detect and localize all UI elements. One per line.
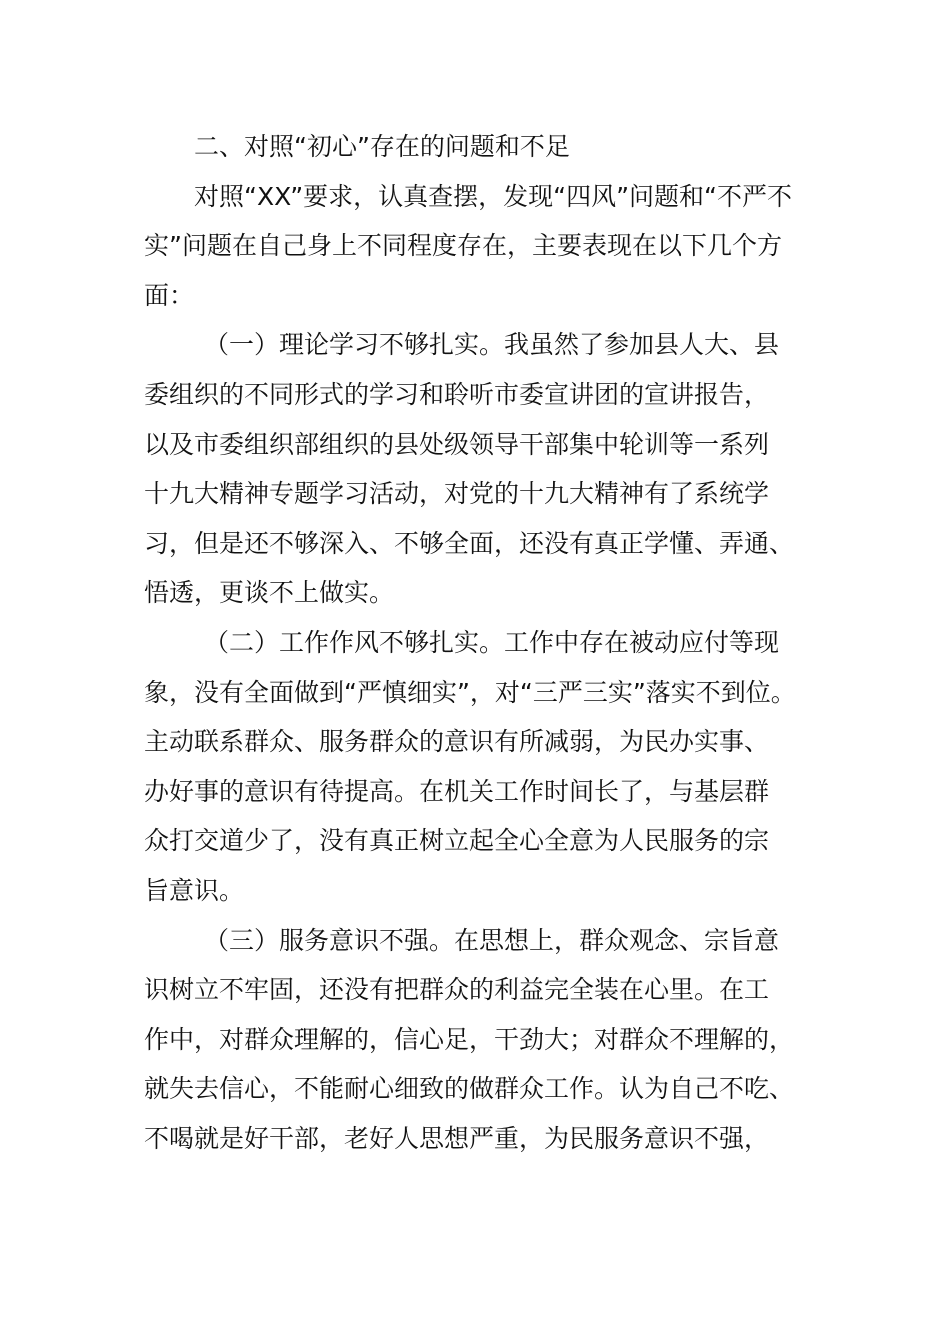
paragraph-line: （三）服务意识不强。在思想上，群众观念、宗旨意 <box>204 925 780 955</box>
paragraph-line: 委组织的不同形式的学习和聆听市委宣讲团的宣讲报告， <box>144 379 770 409</box>
paragraph-line: 习，但是还不够深入、不够全面，还没有真正学懂、弄通、 <box>144 528 795 558</box>
paragraph-line: 对照“XX”要求，认真查摆，发现“四风”问题和“不严不 <box>194 181 792 211</box>
paragraph-line: 十九大精神专题学习活动，对党的十九大精神有了系统学 <box>144 479 770 509</box>
section-heading: 二、对照“初心”存在的问题和不足 <box>194 132 570 161</box>
paragraph-line: 不喝就是好干部，老好人思想严重，为民服务意识不强， <box>144 1123 770 1153</box>
paragraph-line: 主动联系群众、服务群众的意识有所减弱，为民办实事、 <box>144 727 770 757</box>
paragraph-line: （一）理论学习不够扎实。我虽然了参加县人大、县 <box>204 330 780 360</box>
paragraph-line: 识树立不牢固，还没有把群众的利益完全装在心里。在工 <box>144 975 770 1005</box>
paragraph-line: 作中，对群众理解的，信心足，干劲大；对群众不理解的， <box>144 1024 795 1054</box>
paragraph-line: （二）工作作风不够扎实。工作中存在被动应付等现 <box>204 627 780 657</box>
paragraph-line: 悟透，更谈不上做实。 <box>144 578 395 608</box>
paragraph-line: 象，没有全面做到“严慎细实”，对“三严三实”落实不到位。 <box>144 677 796 707</box>
paragraph-line: 旨意识。 <box>144 875 245 905</box>
paragraph-line: 众打交道少了，没有真正树立起全心全意为人民服务的宗 <box>144 826 770 856</box>
paragraph-line: 办好事的意识有待提高。在机关工作时间长了，与基层群 <box>144 776 770 806</box>
paragraph-line: 以及市委组织部组织的县处级领导干部集中轮训等一系列 <box>144 429 770 459</box>
paragraph-line: 实”问题在自己身上不同程度存在，主要表现在以下几个方 <box>144 231 782 261</box>
document-body <box>144 122 814 1163</box>
paragraph-line: 面： <box>144 280 195 310</box>
paragraph-line: 就失去信心，不能耐心细致的做群众工作。认为自己不吃、 <box>144 1074 795 1104</box>
